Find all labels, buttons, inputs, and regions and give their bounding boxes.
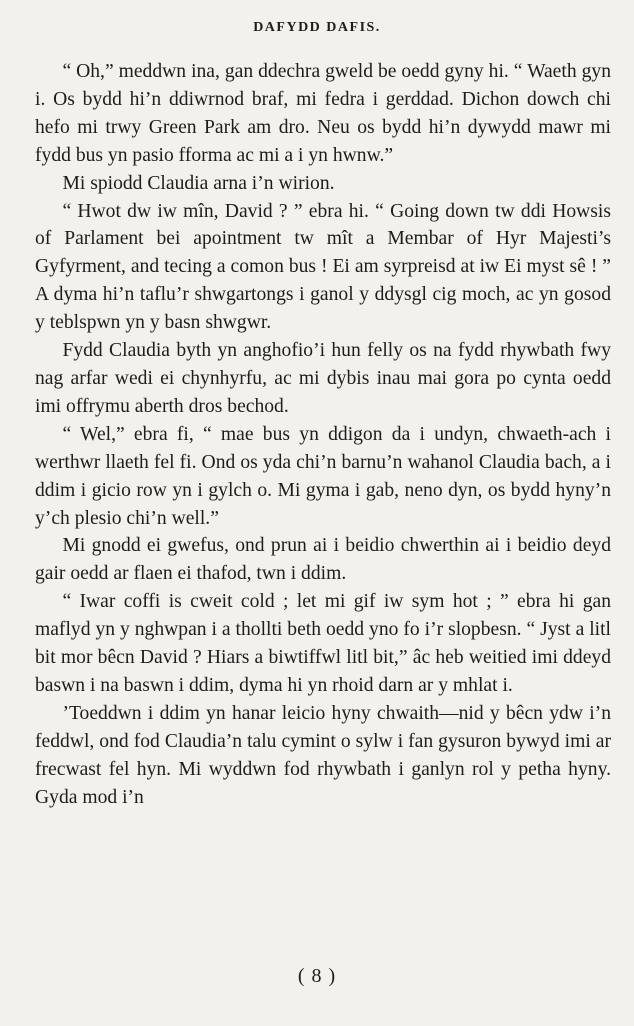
paragraph-2: Mi spiodd Claudia arna i’n wirion. bbox=[62, 172, 335, 194]
running-head: DAFYDD DAFIS. bbox=[253, 20, 381, 35]
paragraph-6: Mi gnodd ei gwefus, ond prun ai i beidio chwerthin ai i beidio deyd gair oedd ar flaen ei thafod, twn i ddim. bbox=[35, 535, 611, 585]
paragraph-8: ’Toeddwn i ddim yn hanar leicio hyny chwaith—nid y bêcn ydw i’n feddwl, ond fod Claudia’n talu cymint o sylw i fan gysuron bywyd imi ar frecwast fel hyn. Mi wyddwn fod rhywbath i ganlyn rol y petha hyny. Gyda mod i’n bbox=[35, 702, 611, 808]
body-text bbox=[35, 58, 611, 811]
paragraph-3: “ Hwot dw iw mîn, David ? ” ebra hi. “ Going down tw ddi Howsis of Parlament bei apointment tw mît a Membar of Hyr Majesti’s Gyfyrment, and tecing a comon bus ! Ei am syrpreisd at iw Ei myst sê ! ” A dyma hi’n taflu’r shwgartongs i ganol y ddysgl cig moch, ac yn gosod y teblspwn yn y basn shwgwr. bbox=[35, 200, 611, 334]
page-number: ( 8 ) bbox=[297, 965, 337, 987]
paragraph-1: “ Oh,” meddwn ina, gan ddechra gweld be oedd gyny hi. “ Waeth gyn i. Os bydd hi’n ddiwrnod braf, mi fedra i gerddad. Dichon dowch chi hefo mi trwy Green Park am dro. Neu os bydd hi’n dywydd mawr mi fydd bus yn pasio fforma ac mi a i yn hwnw.” bbox=[35, 61, 611, 166]
paragraph-4: Fydd Claudia byth yn anghofio’i hun felly os na fydd rhywbath fwy nag arfar wedi ei chynhyrfu, ac mi dybis inau mai gora po cynta oedd imi offrymu aberth dros bechod. bbox=[35, 340, 611, 417]
paragraph-5: “ Wel,” ebra fi, “ mae bus yn ddigon da i undyn, chwaeth-ach i werthwr llaeth fel fi. Ond os yda chi’n barnu’n wahanol Claudia bach, a i ddim i gicio row yn i gylch o. Mi gyma i gab, neno dyn, os bydd hyny’n y’ch plesio chi’n well.” bbox=[35, 423, 611, 529]
paragraph-7: “ Iwar coffi is cweit cold ; let mi gif iw sym hot ; ” ebra hi gan maflyd yn y nghwpan i a thollti beth oedd yno fo i’r slopbesn. “ Jyst a litl bit mor bêcn David ? Hiars a biwtiffwl litl bit,” âc heb weitied imi ddeyd baswn i na baswn i ddim, dyma hi yn rhoid darn ar y mhlat i. bbox=[35, 591, 611, 696]
